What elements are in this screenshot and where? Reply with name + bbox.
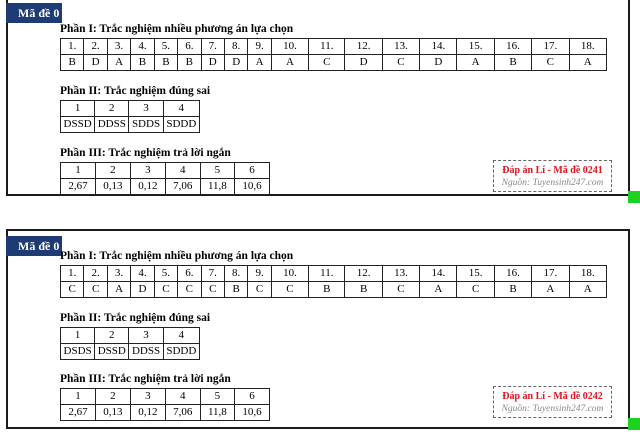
part1-answer-cell: A [107,282,130,298]
part3-table [60,162,270,195]
answer-key-source: Nguồn: Tuyensinh247.com [501,178,604,188]
part1-answer-cell: B [61,55,84,71]
part1-question-number: 2. [84,39,107,55]
part1-answer-cell: C [382,55,419,71]
part1-answer-cell: C [248,282,271,298]
part2-answer-row [61,117,200,133]
part1-question-number: 9. [248,39,271,55]
part1-answer-cell: C [154,282,177,298]
part1-answer-cell: B [224,282,247,298]
part1-question-number: 6. [178,266,201,282]
part1-title: Phần I: Trắc nghiệm nhiều phương án lựa chọn [60,250,294,262]
part1-question-number: 17. [532,39,569,55]
part2-question-number: 2 [95,328,129,344]
part3-answer-cell: 7,06 [165,405,200,421]
part3-question-number: 4 [165,389,200,405]
part2-question-number: 1 [61,101,95,117]
part1-question-number: 4. [131,266,154,282]
part1-question-number: 16. [494,39,531,55]
part2-question-number: 2 [95,101,129,117]
part1-question-number: 7. [201,39,224,55]
part2-answer-cell: SDDD [163,117,199,133]
part2-question-number: 4 [163,101,199,117]
part1-answer-cell: B [494,282,531,298]
part1-answer-cell: C [271,282,308,298]
part2-title: Phần II: Trắc nghiệm đúng sai [60,85,211,97]
part1-answer-cell: D [420,55,457,71]
exam-code-tab: Mã đề 0 [6,3,62,23]
part3-answer-cell: 11,8 [200,179,234,195]
part1-question-number: 8. [224,39,247,55]
part1-answer-cell: D [84,55,107,71]
part1-question-number: 13. [382,266,419,282]
part1-question-number: 15. [457,39,494,55]
part1-question-number: 14. [420,266,457,282]
part1-title: Phần I: Trắc nghiệm nhiều phương án lựa chọn [60,23,294,35]
part2-title: Phần II: Trắc nghiệm đúng sai [60,312,211,324]
part1-question-number: 4. [131,39,154,55]
part1-question-number: 3. [107,39,130,55]
part2-answer-cell: SDDS [129,117,163,133]
part1-question-number: 12. [345,266,382,282]
part1-answer-cell: C [201,282,224,298]
part2-question-number: 3 [129,101,163,117]
part2-answer-cell: DSSD [61,117,95,133]
part1-question-number: 8. [224,266,247,282]
part1-question-number: 16. [494,266,531,282]
part1-answer-cell: C [457,282,494,298]
part2-question-number: 1 [61,328,95,344]
part1-answer-cell: A [248,55,271,71]
part3-answer-cell: 0,13 [95,179,130,195]
part3-answer-row [61,405,270,421]
part1-question-number: 18. [569,266,606,282]
part2-answer-cell: DSSD [95,344,129,360]
part2-answer-cell: DDSS [129,344,163,360]
part1-number-row [61,39,607,55]
part2-answer-cell: DSDS [61,344,95,360]
answer-sheet-2 [6,229,630,429]
part1-answer-cell: D [201,55,224,71]
part3-answer-cell: 2,67 [61,405,96,421]
part3-number-row [61,389,270,405]
part1-question-number: 7. [201,266,224,282]
part3-question-number: 6 [234,389,269,405]
part2-table [60,100,200,133]
part3-question-number: 1 [61,389,96,405]
part1-table [60,38,607,71]
part1-question-number: 17. [532,266,569,282]
part2-table [60,327,200,360]
part2-question-number: 3 [129,328,163,344]
answer-key-title: Đáp án Lí - Mã đề 0242 [502,391,603,402]
part1-answer-cell: C [382,282,419,298]
part1-question-number: 1. [61,266,84,282]
part3-question-number: 3 [130,163,165,179]
part3-answer-cell: 0,12 [130,179,165,195]
part1-answer-cell: D [224,55,247,71]
part2-answer-cell: DDSS [95,117,129,133]
part1-table [60,265,607,298]
part3-number-row [61,163,270,179]
part1-answer-cell: B [131,55,154,71]
part1-answer-cell: C [532,55,569,71]
part1-question-number: 5. [154,266,177,282]
part1-answer-cell: C [61,282,84,298]
part1-question-number: 10. [271,266,308,282]
part3-table [60,388,270,421]
answer-sheet-1 [6,0,630,196]
part1-answer-row [61,282,607,298]
part1-question-number: 13. [382,39,419,55]
green-corner-marker [628,191,640,203]
part1-answer-cell: B [178,55,201,71]
part1-number-row [61,266,607,282]
part1-answer-cell: D [131,282,154,298]
part1-question-number: 2. [84,266,107,282]
part3-question-number: 2 [95,163,130,179]
answer-key-title: Đáp án Lí - Mã đề 0241 [502,165,603,176]
part1-answer-cell: C [309,55,345,71]
part2-answer-cell: SDDD [163,344,199,360]
part1-answer-cell: A [420,282,457,298]
part1-answer-cell: C [84,282,107,298]
part1-question-number: 14. [420,39,457,55]
part1-answer-cell: B [494,55,531,71]
part1-question-number: 3. [107,266,130,282]
part3-answer-cell: 0,13 [95,405,130,421]
part1-question-number: 11. [309,266,345,282]
part1-answer-cell: A [569,282,606,298]
part1-answer-cell: B [154,55,177,71]
part3-question-number: 2 [95,389,130,405]
part1-question-number: 18. [569,39,606,55]
part2-question-number: 4 [163,328,199,344]
part2-answer-row [61,344,200,360]
part1-answer-cell: A [107,55,130,71]
part3-title: Phần III: Trắc nghiệm trả lời ngắn [60,147,231,159]
part3-answer-cell: 2,67 [61,179,96,195]
part1-answer-cell: A [569,55,606,71]
part1-answer-cell: A [532,282,569,298]
part1-answer-cell: A [457,55,494,71]
part1-answer-cell: B [345,282,382,298]
part1-question-number: 15. [457,266,494,282]
part3-title: Phần III: Trắc nghiệm trả lời ngắn [60,373,231,385]
part3-question-number: 4 [165,163,200,179]
part3-question-number: 5 [200,389,234,405]
part3-answer-row [61,179,270,195]
part3-question-number: 1 [61,163,96,179]
part1-answer-cell: A [271,55,308,71]
part3-answer-cell: 10,6 [234,179,269,195]
part3-question-number: 5 [200,163,234,179]
part1-question-number: 1. [61,39,84,55]
part2-number-row [61,101,200,117]
part3-answer-cell: 7,06 [165,179,200,195]
part1-answer-row [61,55,607,71]
part1-question-number: 12. [345,39,382,55]
answer-key-box [493,386,612,418]
answer-key-source: Nguồn: Tuyensinh247.com [501,404,604,414]
part1-question-number: 9. [248,266,271,282]
part3-question-number: 3 [130,389,165,405]
part1-question-number: 11. [309,39,345,55]
part1-answer-cell: C [178,282,201,298]
part3-answer-cell: 10,6 [234,405,269,421]
part1-question-number: 10. [271,39,308,55]
part1-answer-cell: B [309,282,345,298]
exam-code-tab: Mã đề 0 [6,236,62,256]
part3-question-number: 6 [234,163,269,179]
part1-answer-cell: D [345,55,382,71]
part1-question-number: 6. [178,39,201,55]
green-corner-marker [628,418,640,430]
part2-number-row [61,328,200,344]
part3-answer-cell: 11,8 [200,405,234,421]
answer-key-box [493,160,612,192]
part3-answer-cell: 0,12 [130,405,165,421]
part1-question-number: 5. [154,39,177,55]
